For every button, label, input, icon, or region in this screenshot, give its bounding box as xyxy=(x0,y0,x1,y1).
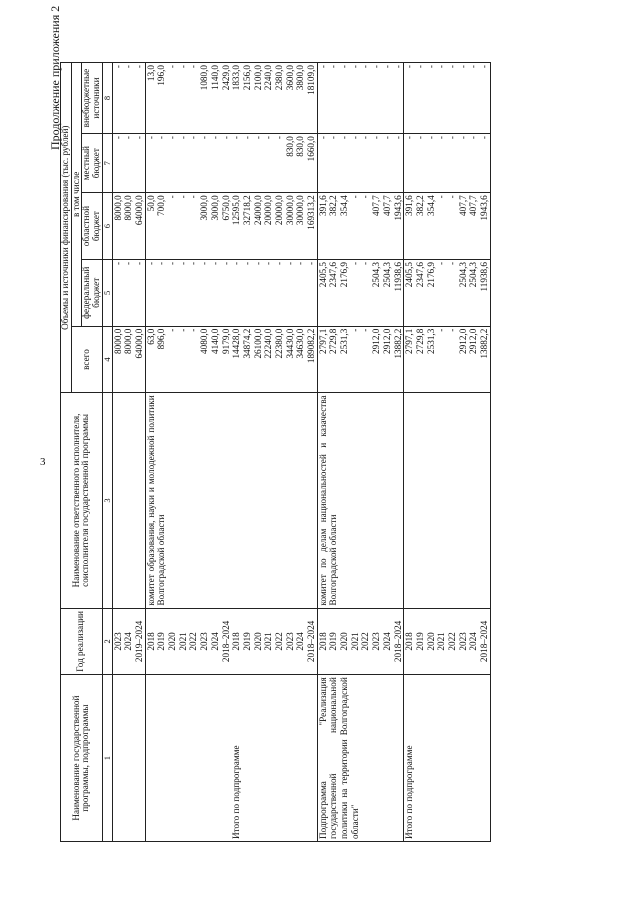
regional-value: 407,7 xyxy=(468,195,479,216)
local-value: 830,0 xyxy=(284,136,295,157)
extra-value: - xyxy=(436,65,447,69)
total-value: 13882,2 xyxy=(479,328,489,359)
extra-value: - xyxy=(167,65,178,69)
federal-value: 2504,3 xyxy=(457,261,468,288)
federal-cell xyxy=(317,259,404,326)
local-value: - xyxy=(360,136,371,140)
extra-value: 1140,0 xyxy=(209,65,220,90)
year-value: 2018–2024 xyxy=(479,620,489,663)
local-value: - xyxy=(404,136,415,140)
federal-value: 2176,9 xyxy=(339,261,350,288)
year-value: 2018 xyxy=(317,632,328,651)
year-value: 2024 xyxy=(381,632,392,651)
federal-value: 2405,5 xyxy=(317,261,328,288)
header-year: Год реализации xyxy=(61,608,103,675)
header-local: местный бюджет xyxy=(82,134,102,193)
extra-value: - xyxy=(112,65,123,69)
col-number: 7 xyxy=(102,134,112,193)
federal-value: 2405,5 xyxy=(404,261,415,288)
col-number: 3 xyxy=(102,393,112,608)
years-cell xyxy=(404,608,491,675)
extra-value: - xyxy=(339,65,350,69)
federal-value: 2347,6 xyxy=(414,261,425,288)
year-value: 2018 xyxy=(404,632,415,651)
header-extra: внебюджетные источники xyxy=(82,63,102,134)
program-name-cell xyxy=(112,675,145,842)
local-value: - xyxy=(263,136,274,140)
extra-value: 2240,0 xyxy=(263,65,274,91)
total-value: - xyxy=(177,328,188,332)
regional-value: 407,7 xyxy=(381,195,392,216)
year-value: 2019 xyxy=(241,632,252,651)
col-number: 6 xyxy=(102,193,112,260)
extra-value: - xyxy=(381,65,392,69)
regional-value: 1943,6 xyxy=(479,195,489,221)
regional-value: 30000,0 xyxy=(295,195,306,226)
extra-value: - xyxy=(371,65,382,69)
header-total: всего xyxy=(71,326,102,393)
extra-value: 1080,0 xyxy=(199,65,210,91)
regional-value: - xyxy=(349,195,360,199)
federal-value: - xyxy=(263,261,274,266)
local-value: - xyxy=(177,136,188,140)
local-value: - xyxy=(371,136,382,140)
year-value: 2024 xyxy=(209,632,220,651)
federal-value: 2504,3 xyxy=(381,261,392,288)
total-value: 896,0 xyxy=(156,328,167,350)
total-value: 2912,0 xyxy=(381,328,392,354)
extra-value: - xyxy=(392,65,403,69)
total-value: - xyxy=(349,328,360,332)
year-value: 2019 xyxy=(156,632,167,651)
regional-cell xyxy=(145,193,231,260)
total-value: - xyxy=(360,328,371,332)
local-value: - xyxy=(381,136,392,140)
year-value: 2018 xyxy=(231,632,242,651)
total-value: 2797,1 xyxy=(317,328,328,354)
local-value: - xyxy=(339,136,350,140)
extra-value: - xyxy=(177,65,188,69)
extra-value: - xyxy=(188,65,199,69)
local-value: - xyxy=(392,136,403,140)
year-value: 2018–2024 xyxy=(220,620,231,663)
table-row xyxy=(404,63,491,842)
total-value: 26100,0 xyxy=(252,328,263,359)
col-number: 8 xyxy=(102,63,112,134)
federal-value: - xyxy=(231,261,242,266)
total-value: 2912,0 xyxy=(457,328,468,354)
year-value: 2023 xyxy=(199,632,210,651)
program-name-cell: Итого по подпрограмме xyxy=(231,675,317,842)
extra-cell xyxy=(145,63,231,134)
year-value: 2021 xyxy=(177,632,188,651)
rotated-table-page xyxy=(60,62,620,842)
col-number: 2 xyxy=(102,608,112,675)
federal-value: - xyxy=(134,261,144,266)
local-value: - xyxy=(123,136,134,140)
regional-value: 407,7 xyxy=(457,195,468,216)
local-value: - xyxy=(414,136,425,140)
total-value: 2531,3 xyxy=(425,328,436,354)
extra-value: - xyxy=(349,65,360,69)
local-cell xyxy=(404,134,491,193)
regional-value: - xyxy=(360,195,371,199)
year-value: 2018–2024 xyxy=(306,620,316,663)
local-value: - xyxy=(167,136,178,140)
federal-value: - xyxy=(209,261,220,266)
total-value: 63,0 xyxy=(145,328,156,345)
year-value: 2022 xyxy=(188,632,199,651)
extra-value: 2100,0 xyxy=(252,65,263,91)
year-value: 2023 xyxy=(112,632,123,651)
federal-value: - xyxy=(295,261,306,266)
extra-value: - xyxy=(479,65,489,69)
executor-cell xyxy=(404,393,491,608)
local-cell xyxy=(112,134,145,193)
local-value: - xyxy=(209,136,220,140)
total-value: 34430,0 xyxy=(284,328,295,359)
regional-value: 700,0 xyxy=(156,195,167,216)
extra-value: - xyxy=(328,65,339,69)
continuation-title: Продолжение приложения 2 xyxy=(48,5,62,150)
total-value: - xyxy=(167,328,178,332)
year-value: 2020 xyxy=(339,632,350,651)
regional-value: 1943,6 xyxy=(392,195,403,221)
local-value: - xyxy=(317,136,328,140)
regional-value: 50,0 xyxy=(145,195,156,212)
federal-value: 11938,6 xyxy=(392,261,403,292)
header-executor: Наименование ответственного исполнителя, соисполнителя государственной программы xyxy=(61,393,103,608)
years-cell xyxy=(317,608,404,675)
local-value: - xyxy=(349,136,360,140)
local-value: - xyxy=(446,136,457,140)
regional-value: 30000,0 xyxy=(284,195,295,226)
local-cell xyxy=(317,134,404,193)
total-value: 2912,0 xyxy=(468,328,479,354)
total-value: 13882,2 xyxy=(392,328,403,359)
regional-value: 354,4 xyxy=(425,195,436,216)
years-cell xyxy=(231,608,317,675)
extra-cell xyxy=(317,63,404,134)
extra-cell xyxy=(404,63,491,134)
regional-value: 354,4 xyxy=(339,195,350,216)
federal-value: - xyxy=(252,261,263,266)
federal-value: - xyxy=(177,261,188,266)
year-value: 2020 xyxy=(167,632,178,651)
table-row xyxy=(145,63,231,842)
total-value: - xyxy=(446,328,457,332)
local-value: - xyxy=(328,136,339,140)
extra-value: 3800,0 xyxy=(295,65,306,91)
total-cell xyxy=(231,326,317,393)
header-regional: областной бюджет xyxy=(82,193,102,260)
federal-value: - xyxy=(156,261,167,266)
header-incl: в том числе xyxy=(71,63,82,327)
executor-cell: комитет образования, науки и молодежной политики Волгоградской области xyxy=(145,393,231,608)
regional-value: 382,2 xyxy=(414,195,425,216)
regional-value: - xyxy=(177,195,188,199)
local-cell xyxy=(145,134,231,193)
year-value: 2022 xyxy=(273,632,284,651)
local-value: - xyxy=(252,136,263,140)
program-name-cell: Итого по подпрограмме xyxy=(404,675,491,842)
extra-value: 1833,0 xyxy=(231,65,242,91)
extra-value: - xyxy=(457,65,468,69)
federal-value: - xyxy=(446,261,457,266)
year-value: 2020 xyxy=(425,632,436,651)
total-cell xyxy=(112,326,145,393)
regional-value: 382,2 xyxy=(328,195,339,216)
federal-value: - xyxy=(123,261,134,266)
executor-cell: комитет по делам национальностей и казачества Волгоградской области xyxy=(317,393,404,608)
federal-value: - xyxy=(188,261,199,266)
federal-value: - xyxy=(241,261,252,266)
total-value: 64000,0 xyxy=(134,328,144,359)
year-value: 2020 xyxy=(252,632,263,651)
year-value: 2024 xyxy=(295,632,306,651)
extra-value: - xyxy=(404,65,415,69)
total-cell xyxy=(145,326,231,393)
total-value: 34630,0 xyxy=(295,328,306,359)
extra-value: 2156,0 xyxy=(241,65,252,91)
local-value: - xyxy=(231,136,242,140)
local-value: - xyxy=(134,136,144,140)
extra-value: 2380,0 xyxy=(273,65,284,91)
federal-value: - xyxy=(284,261,295,266)
total-value: 8000,0 xyxy=(123,328,134,354)
total-value: - xyxy=(436,328,447,332)
regional-value: 8000,0 xyxy=(123,195,134,221)
total-value: 34874,2 xyxy=(241,328,252,359)
extra-value: - xyxy=(360,65,371,69)
local-value: - xyxy=(273,136,284,140)
column-number-row xyxy=(102,63,112,842)
federal-value: 2347,6 xyxy=(328,261,339,288)
total-cell xyxy=(317,326,404,393)
regional-value: 20000,0 xyxy=(273,195,284,226)
regional-value: 391,6 xyxy=(317,195,328,216)
extra-value: - xyxy=(425,65,436,69)
table-header xyxy=(61,63,113,842)
federal-cell xyxy=(404,259,491,326)
regional-value: 20000,0 xyxy=(263,195,274,226)
col-number: 1 xyxy=(102,675,112,842)
local-value: - xyxy=(425,136,436,140)
table-row xyxy=(112,63,145,842)
extra-value: - xyxy=(123,65,134,69)
total-value: 4140,0 xyxy=(209,328,220,354)
local-value: - xyxy=(199,136,210,140)
year-value: 2018 xyxy=(145,632,156,651)
total-value: 2797,1 xyxy=(404,328,415,354)
total-value: 2729,8 xyxy=(328,328,339,354)
regional-value: - xyxy=(167,195,178,199)
total-value: 189082,2 xyxy=(306,328,316,364)
federal-cell xyxy=(112,259,145,326)
year-value: 2021 xyxy=(349,632,360,651)
year-value: 2021 xyxy=(436,632,447,651)
extra-cell xyxy=(231,63,317,134)
total-cell xyxy=(404,326,491,393)
total-value: 2912,0 xyxy=(371,328,382,354)
local-cell xyxy=(231,134,317,193)
regional-value: 169313,2 xyxy=(306,195,316,230)
program-name-cell xyxy=(145,675,231,842)
year-value: 2022 xyxy=(360,632,371,651)
regional-value: 24000,0 xyxy=(252,195,263,226)
federal-value: - xyxy=(112,261,123,266)
col-number: 4 xyxy=(102,326,112,393)
extra-value: - xyxy=(134,65,144,69)
year-value: 2019 xyxy=(414,632,425,651)
table-body xyxy=(112,63,490,842)
total-value: 9179,0 xyxy=(220,328,231,354)
local-value: - xyxy=(479,136,489,140)
table-row xyxy=(317,63,404,842)
regional-cell xyxy=(231,193,317,260)
extra-cell xyxy=(112,63,145,134)
extra-value: - xyxy=(446,65,457,69)
regional-cell xyxy=(404,193,491,260)
years-cell xyxy=(145,608,231,675)
local-value: - xyxy=(156,136,167,140)
total-value: 8000,0 xyxy=(112,328,123,354)
total-value: 2729,8 xyxy=(414,328,425,354)
federal-value: 2504,3 xyxy=(371,261,382,288)
federal-value: - xyxy=(145,261,156,266)
local-value: 830,0 xyxy=(295,136,306,157)
year-value: 2021 xyxy=(263,632,274,651)
local-value: - xyxy=(457,136,468,140)
total-value: 22240,0 xyxy=(263,328,274,359)
extra-value: 13,0 xyxy=(145,65,156,82)
year-value: 2023 xyxy=(284,632,295,651)
federal-value: - xyxy=(349,261,360,266)
total-value: 14428,0 xyxy=(231,328,242,359)
year-value: 2018–2024 xyxy=(392,620,403,663)
regional-cell xyxy=(112,193,145,260)
federal-value: - xyxy=(199,261,210,266)
funding-table xyxy=(60,62,491,842)
header-federal: федеральный бюджет xyxy=(82,259,102,326)
header-name: Наименование государственной программы, подпрограммы xyxy=(61,675,103,842)
year-value: 2024 xyxy=(468,632,479,651)
local-value: - xyxy=(188,136,199,140)
year-value: 2022 xyxy=(446,632,457,651)
extra-value: 196,0 xyxy=(156,65,167,86)
header-funding: Объемы и источники финансирования (тыс. рублей) xyxy=(61,63,72,393)
extra-value: - xyxy=(414,65,425,69)
table-row xyxy=(231,63,317,842)
federal-value: - xyxy=(220,261,231,266)
local-value: - xyxy=(220,136,231,140)
regional-cell xyxy=(317,193,404,260)
federal-value: - xyxy=(167,261,178,266)
federal-value: - xyxy=(306,261,316,266)
total-value: 4080,0 xyxy=(199,328,210,354)
regional-value: 8000,0 xyxy=(112,195,123,221)
extra-value: 2429,0 xyxy=(220,65,231,91)
year-value: 2019 xyxy=(328,632,339,651)
years-cell xyxy=(112,608,145,675)
executor-cell xyxy=(231,393,317,608)
regional-value: - xyxy=(436,195,447,199)
federal-value: 11938,6 xyxy=(479,261,489,292)
local-value: - xyxy=(468,136,479,140)
federal-value: 2176,9 xyxy=(425,261,436,288)
regional-value: 391,6 xyxy=(404,195,415,216)
extra-value: 3600,0 xyxy=(284,65,295,91)
regional-value: 3000,0 xyxy=(209,195,220,221)
regional-value: 3000,0 xyxy=(199,195,210,221)
local-value: - xyxy=(112,136,123,140)
regional-value: - xyxy=(188,195,199,199)
year-value: 2024 xyxy=(123,632,134,651)
regional-value: 12595,0 xyxy=(231,195,242,226)
local-value: - xyxy=(436,136,447,140)
extra-value: 18109,0 xyxy=(306,65,316,95)
local-value: - xyxy=(241,136,252,140)
local-value: 1660,0 xyxy=(306,136,316,162)
regional-value: 6750,0 xyxy=(220,195,231,221)
total-value: - xyxy=(188,328,199,332)
federal-cell xyxy=(231,259,317,326)
executor-cell xyxy=(112,393,145,608)
year-value: 2019–2024 xyxy=(134,620,144,663)
extra-value: - xyxy=(317,65,328,69)
regional-value: - xyxy=(446,195,457,199)
extra-value: - xyxy=(468,65,479,69)
year-value: 2023 xyxy=(371,632,382,651)
local-value: - xyxy=(145,136,156,140)
regional-value: 32718,2 xyxy=(241,195,252,226)
col-number: 5 xyxy=(102,259,112,326)
total-value: 2531,3 xyxy=(339,328,350,354)
page-number: 3 xyxy=(40,456,46,468)
federal-value: 2504,3 xyxy=(468,261,479,288)
total-value: 22380,0 xyxy=(273,328,284,359)
federal-cell xyxy=(145,259,231,326)
regional-value: 407,7 xyxy=(371,195,382,216)
program-name-cell: Подпрограмма "Реализация государственной национальной политики на территории Волгоградской области" xyxy=(317,675,404,842)
year-value: 2023 xyxy=(457,632,468,651)
federal-value: - xyxy=(360,261,371,266)
federal-value: - xyxy=(436,261,447,266)
federal-value: - xyxy=(273,261,284,266)
regional-value: 64000,0 xyxy=(134,195,144,226)
